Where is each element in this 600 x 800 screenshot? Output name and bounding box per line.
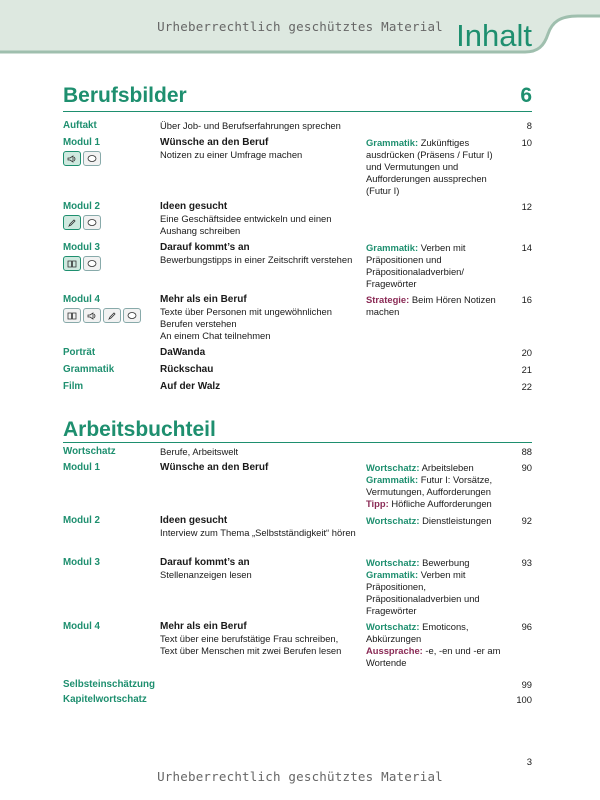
row-text: Notizen zu einer Umfrage machen: [160, 149, 303, 160]
row-text: Texte über Personen mit ungewöhnlichen Berufen verstehen: [160, 306, 332, 329]
row-label: Selbsteinschätzung: [63, 679, 155, 690]
row-text: Text über eine berufstätige Frau schreiben,: [160, 633, 339, 644]
page-number: 3: [526, 757, 532, 768]
row-page: 20: [521, 347, 532, 358]
row-text: Interview zum Thema „Selbstständigkeit“ hören: [160, 527, 356, 538]
row-title: Darauf kommt’s an: [160, 242, 250, 253]
row-page: 12: [521, 201, 532, 212]
row-text: Text über Menschen mit zwei Berufen lesen: [160, 645, 342, 656]
row-page: 22: [521, 381, 532, 392]
row-text: Stellenanzeigen lesen: [160, 569, 252, 580]
row-title: DaWanda: [160, 347, 206, 358]
speech-bubble-icon: [123, 308, 141, 323]
pencil-icon: [63, 215, 81, 230]
speech-bubble-icon: [83, 256, 101, 271]
row-title: Auf der Walz: [160, 381, 221, 392]
row-note: Strategie: Beim Hören Notizen machen: [366, 294, 496, 317]
section-title-arbeitsbuchteil: Arbeitsbuchteil: [63, 418, 216, 441]
row-label: Kapitelwortschatz: [63, 694, 147, 705]
row-label: Modul 3: [63, 242, 101, 253]
section-divider: [63, 442, 532, 443]
speaker-icon: [63, 151, 81, 166]
row-title: Ideen gesucht: [160, 201, 228, 212]
speech-bubble-icon: [83, 151, 101, 166]
row-text: An einem Chat teilnehmen: [160, 330, 271, 341]
row-title: Rückschau: [160, 364, 214, 375]
row-label: Modul 4: [63, 621, 101, 632]
section-number: 6: [520, 84, 532, 107]
row-note: Wortschatz: Dienstleistungen: [366, 515, 492, 526]
row-title: Mehr als ein Beruf: [160, 294, 247, 305]
row-text: Bewerbungstipps in einer Zeitschrift verstehen: [160, 254, 353, 265]
pencil-icon: [103, 308, 121, 323]
row-page: 92: [521, 515, 532, 526]
row-label: Modul 1: [63, 462, 101, 473]
section-divider: [63, 111, 532, 112]
row-note: Wortschatz: Bewerbung Grammatik: Verben mit Präpositionen, Präpositionaladverbien und Fragewörter: [366, 557, 480, 616]
book-icon: [63, 256, 81, 271]
row-page: 99: [521, 679, 532, 690]
row-note: Grammatik: Zukünftiges ausdrücken (Präsens / Futur I) und Vermutungen und Aufforderungen aussprechen (Futur I): [366, 137, 493, 196]
row-label: Grammatik: [63, 364, 115, 375]
speech-bubble-icon: [83, 215, 101, 230]
row-note: Wortschatz: Arbeitsleben Grammatik: Futur I: Vorsätze, Vermutungen, Aufforderungen Tipp: Höfliche Aufforderungen: [366, 462, 493, 509]
row-page: 88: [521, 446, 532, 457]
row-label: Modul 2: [63, 201, 101, 212]
row-title: Ideen gesucht: [160, 515, 228, 526]
row-page: 90: [521, 462, 532, 473]
row-note: Grammatik: Verben mit Präpositionen und Präpositionaladverbien/ Fragewörter: [366, 242, 466, 289]
row-title: Mehr als ein Beruf: [160, 621, 247, 632]
skill-icons: [63, 215, 101, 230]
row-title: Wünsche an den Beruf: [160, 137, 269, 148]
row-label: Modul 4: [63, 294, 101, 305]
page-title: Inhalt: [456, 18, 532, 53]
row-page: 21: [521, 364, 532, 375]
row-title: Darauf kommt’s an: [160, 557, 250, 568]
row-text: Über Job- und Berufserfahrungen sprechen: [160, 120, 341, 131]
skill-icons: [63, 151, 101, 166]
row-page: 14: [521, 242, 532, 253]
row-note: Wortschatz: Emoticons, Abkürzungen Aussprache: -e, -en und -er am Wortende: [366, 621, 501, 668]
skill-icons: [63, 256, 101, 271]
row-page: 100: [516, 694, 532, 705]
watermark-bottom: Urheberrechtlich geschütztes Material: [157, 769, 443, 784]
row-label: Modul 1: [63, 137, 101, 148]
row-label: Modul 3: [63, 557, 101, 568]
section-title-berufsbilder: Berufsbilder: [63, 84, 187, 107]
row-label: Modul 2: [63, 515, 101, 526]
speaker-icon: [83, 308, 101, 323]
row-label: Auftakt: [63, 120, 97, 131]
skill-icons: [63, 308, 141, 323]
row-page: 8: [526, 120, 532, 131]
row-label: Film: [63, 381, 84, 392]
row-title: Wünsche an den Beruf: [160, 462, 269, 473]
row-page: 16: [521, 294, 532, 305]
row-label: Wortschatz: [63, 446, 116, 457]
row-label: Porträt: [63, 347, 96, 358]
watermark-top: Urheberrechtlich geschütztes Material: [157, 19, 443, 34]
row-text: Berufe, Arbeitswelt: [160, 446, 239, 457]
book-icon: [63, 308, 81, 323]
row-page: 96: [521, 621, 532, 632]
row-page: 10: [521, 137, 532, 148]
row-page: 93: [521, 557, 532, 568]
row-text: Eine Geschäftsidee entwickeln und einen Aushang schreiben: [160, 213, 332, 236]
